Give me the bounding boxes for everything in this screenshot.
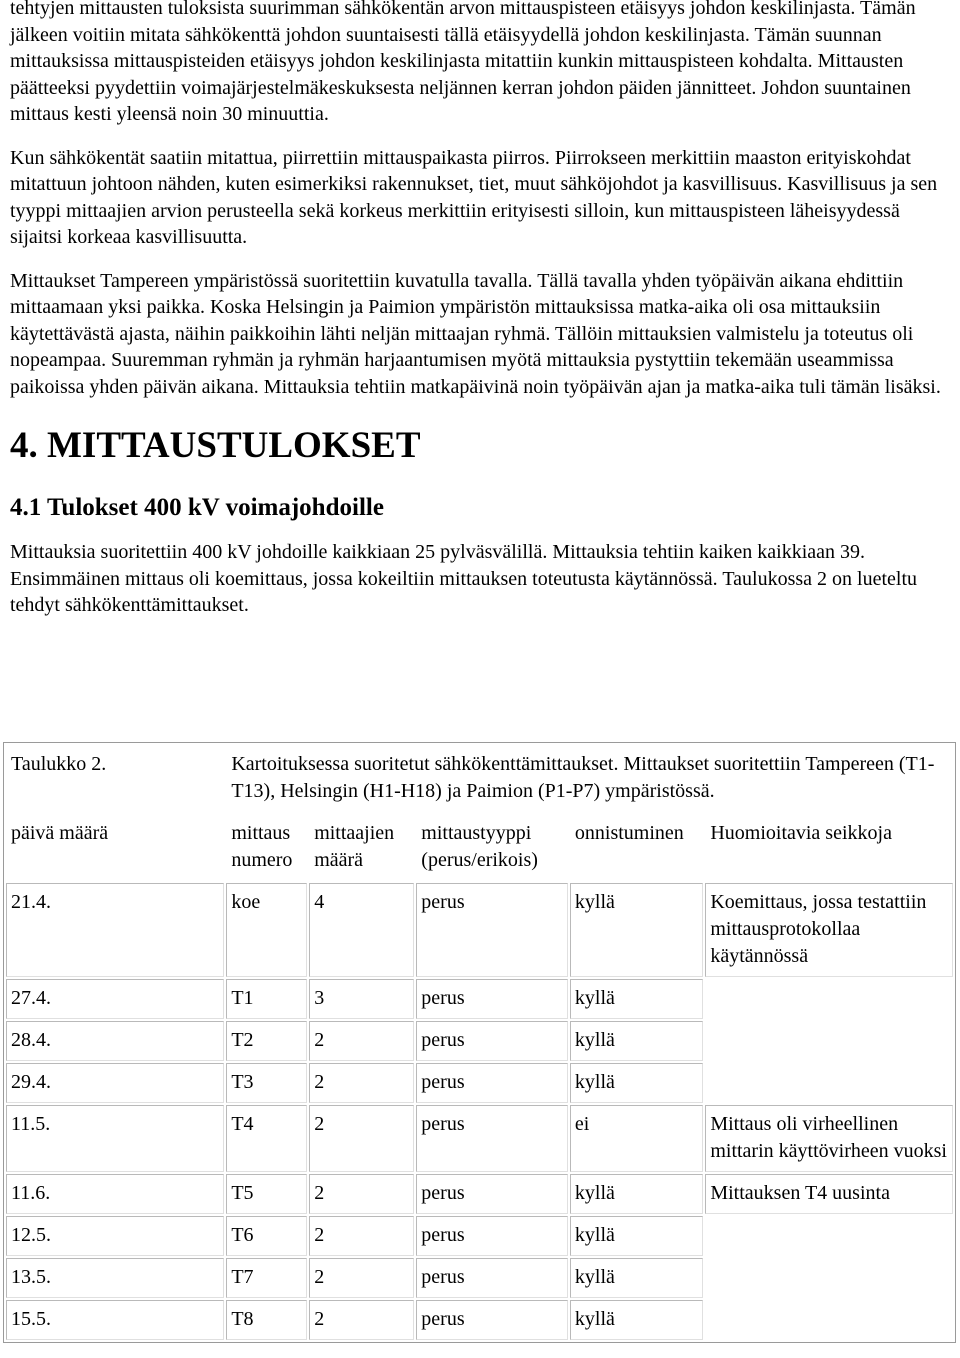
measurement-table	[3, 742, 956, 1343]
column-header: Huomioitavia seikkoja	[705, 814, 953, 881]
table-caption-row	[6, 745, 953, 812]
table-cell: 2	[309, 1021, 414, 1061]
table-cell: kyllä	[570, 883, 703, 977]
table-row	[6, 1063, 953, 1103]
table-cell: kyllä	[570, 1021, 703, 1061]
table-row	[6, 1300, 953, 1340]
table-cell: kyllä	[570, 1258, 703, 1298]
table-cell: 4	[309, 883, 414, 977]
table-cell: perus	[416, 1063, 568, 1103]
column-header: päivä määrä	[6, 814, 224, 881]
table-cell: 21.4.	[6, 883, 224, 977]
table-cell: perus	[416, 979, 568, 1019]
table-cell: 11.6.	[6, 1174, 224, 1214]
table-cell: T3	[226, 1063, 307, 1103]
table-cell: kyllä	[570, 979, 703, 1019]
table-cell: perus	[416, 883, 568, 977]
column-header: mittaustyyppi (perus/erikois)	[416, 814, 568, 881]
table-cell: 13.5.	[6, 1258, 224, 1298]
table-row	[6, 1105, 953, 1172]
table-cell: 27.4.	[6, 979, 224, 1019]
paragraph: Mittaukset Tampereen ympäristössä suoritettiin kuvatulla tavalla. Tällä tavalla yhden työpäivän aikana ehdittiin mittaamaan yksi paikka. Koska Helsingin ja Paimion ympäristön mittauksissa matka-aika oli osa mittauksiin käytettävästä ajasta, näihin paikkoihin lähti neljän mittaajan ryhmä. Tällöin mittauksien valmistelu ja toteutus oli nopeampaa. Suuremman ryhmän ja ryhmän harjaantumisen myötä mittauksia pystyttiin tekemään useammissa paikoissa yhden päivän aikana. Mittauksia tehtiin matkapäivinä noin työpäivän ajan ja matka-aika tuli tämän lisäksi.	[10, 269, 941, 398]
table-cell	[705, 1300, 953, 1340]
table-caption-text: Kartoituksessa suoritetut sähkökenttämittaukset. Mittaukset suoritettiin Tampereen (T1-T13), Helsingin (H1-H18) ja Paimion (P1-P7) ympäristössä.	[226, 745, 953, 812]
table-cell: T7	[226, 1258, 307, 1298]
table-cell: 2	[309, 1105, 414, 1172]
table-cell	[705, 1021, 953, 1061]
intro-paragraph: Mittauksia suoritettiin 400 kV johdoille kaikkiaan 25 pylväsvälillä. Mittauksia tehtiin kaiken kaikkiaan 39. Ensimmäinen mittaus oli koemittaus, jossa kokeiltiin mittauksen toteutusta käytännössä. Taulukossa 2 on lueteltu tehdyt sähkökenttämittaukset.	[10, 541, 918, 616]
table-cell	[705, 1216, 953, 1256]
column-header: mittaajien määrä	[309, 814, 414, 881]
table-cell: T1	[226, 979, 307, 1019]
table-cell: 2	[309, 1258, 414, 1298]
table-cell: perus	[416, 1021, 568, 1061]
table-cell: T8	[226, 1300, 307, 1340]
table-row	[6, 1258, 953, 1298]
table-cell: 28.4.	[6, 1021, 224, 1061]
table-row	[6, 1174, 953, 1214]
table-cell: 11.5.	[6, 1105, 224, 1172]
table-cell: 2	[309, 1174, 414, 1214]
table-cell: kyllä	[570, 1216, 703, 1256]
table-cell: perus	[416, 1216, 568, 1256]
paragraph: Kun sähkökentät saatiin mitattua, piirrettiin mittauspaikasta piirros. Piirrokseen merkittiin maaston erityiskohdat mitattuun johtoon nähden, kuten esimerkiksi rakennukset, tiet, muut sähköjohdot ja kasvillisuus. Kasvillisuus ja sen tyyppi mittaajien arvion perusteella sekä korkeus merkittiin erityisesti silloin, kun mittauspisteen läheisyydessä sijaitsi korkeaa kasvillisuutta.	[10, 146, 938, 248]
table-cell: perus	[416, 1174, 568, 1214]
table-cell: kyllä	[570, 1300, 703, 1340]
table-cell: kyllä	[570, 1174, 703, 1214]
table-cell: Koemittaus, jossa testattiin mittausprotokollaa käytännössä	[705, 883, 953, 977]
table-cell: 15.5.	[6, 1300, 224, 1340]
paragraph: tehtyjen mittausten tuloksista suurimman sähkökentän arvon mittauspisteen etäisyys johdon keskilinjasta. Tämän jälkeen voitiin mitata sähkökenttä johdon suuntaisesti tällä etäisyydellä johdon keskilinjasta. Tämän suunnan mittauksissa mittauspisteiden etäisyys johdon keskilinjasta mitattiin kunkin mittauspisteen kohdalta. Mittausten päätteeksi pyydettiin voimajärjestelmäkeskuksesta neljännen kerran johdon päiden jännitteet. Johdon suuntainen mittaus kesti yleensä noin 30 minuuttia.	[10, 0, 916, 125]
table-cell: T6	[226, 1216, 307, 1256]
table-cell: ei	[570, 1105, 703, 1172]
document-body	[10, 0, 950, 636]
table-cell	[705, 1063, 953, 1103]
table-cell	[705, 979, 953, 1019]
table-header-row	[6, 814, 953, 881]
table-row	[6, 1021, 953, 1061]
table-cell: T4	[226, 1105, 307, 1172]
column-header: mittaus numero	[226, 814, 307, 881]
column-header: onnistuminen	[570, 814, 703, 881]
table-row	[6, 883, 953, 977]
table-row	[6, 979, 953, 1019]
table-caption-label: Taulukko 2.	[6, 745, 224, 812]
table-cell: 2	[309, 1216, 414, 1256]
table-cell: T2	[226, 1021, 307, 1061]
table-cell: 29.4.	[6, 1063, 224, 1103]
table-cell: Mittauksen T4 uusinta	[705, 1174, 953, 1214]
table-cell: T5	[226, 1174, 307, 1214]
table-cell: 2	[309, 1063, 414, 1103]
section-heading: 4. MITTAUSTULOKSET	[10, 425, 421, 466]
table-cell	[705, 1258, 953, 1298]
table-cell: 2	[309, 1300, 414, 1340]
table-cell: 12.5.	[6, 1216, 224, 1256]
table-cell: perus	[416, 1105, 568, 1172]
table-cell: kyllä	[570, 1063, 703, 1103]
table-cell: koe	[226, 883, 307, 977]
table-row	[6, 1216, 953, 1256]
subsection-heading: 4.1 Tulokset 400 kV voimajohdoille	[10, 494, 384, 521]
table-cell: perus	[416, 1300, 568, 1340]
table-cell: Mittaus oli virheellinen mittarin käyttövirheen vuoksi	[705, 1105, 953, 1172]
table-cell: perus	[416, 1258, 568, 1298]
table-cell: 3	[309, 979, 414, 1019]
